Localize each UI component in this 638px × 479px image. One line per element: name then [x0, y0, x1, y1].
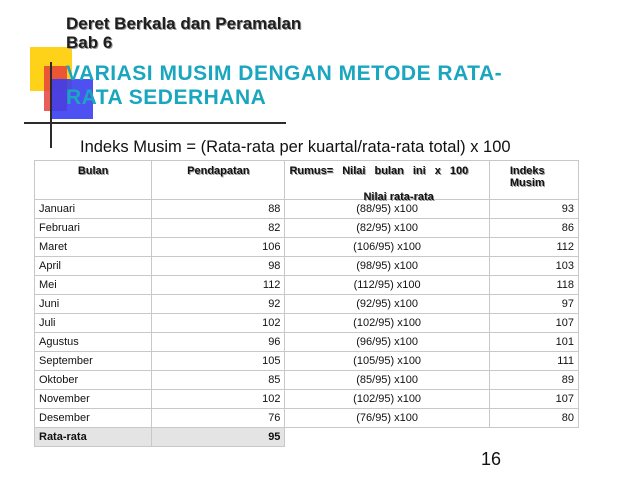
header-indeks-line-2: Musim [509, 177, 545, 189]
cell-indeks-musim: 89 [489, 371, 578, 390]
cell-indeks-musim: 103 [489, 257, 578, 276]
cell-pendapatan: 102 [152, 390, 285, 409]
header-pendapatan: Pendapatan [152, 161, 285, 200]
average-label: Rata-rata [35, 428, 152, 447]
decorative-vertical-line [50, 62, 52, 148]
cell-indeks-musim: 101 [489, 333, 578, 352]
table-row [35, 257, 579, 276]
cell-rumus: (106/95) x100 [285, 238, 489, 257]
cell-indeks-musim: 93 [489, 200, 578, 219]
chapter-title: Deret Berkala dan Peramalan [66, 14, 302, 33]
cell-bulan: Oktober [35, 371, 152, 390]
header-indeks-line-1: Indeks [509, 165, 545, 177]
table-row [35, 352, 579, 371]
header-rumus-denominator: Nilai rata-rata [363, 191, 434, 203]
cell-bulan: Juni [35, 295, 152, 314]
formula-text: Indeks Musim = (Rata-rata per kuartal/rata-rata total) x 100 [80, 138, 511, 156]
cell-rumus: (82/95) x100 [285, 219, 489, 238]
cell-pendapatan: 105 [152, 352, 285, 371]
cell-bulan: April [35, 257, 152, 276]
table-row [35, 276, 579, 295]
average-empty-cell [285, 428, 579, 447]
cell-pendapatan: 88 [152, 200, 285, 219]
cell-rumus: (96/95) x100 [285, 333, 489, 352]
header-bulan: Bulan [35, 161, 152, 200]
cell-indeks-musim: 111 [489, 352, 578, 371]
cell-pendapatan: 112 [152, 276, 285, 295]
table-row [35, 219, 579, 238]
cell-pendapatan: 96 [152, 333, 285, 352]
average-row [35, 428, 579, 447]
cell-pendapatan: 106 [152, 238, 285, 257]
page-number: 16 [481, 449, 502, 469]
cell-bulan: Agustus [35, 333, 152, 352]
table-row [35, 238, 579, 257]
header-rumus [285, 161, 489, 203]
seasonal-index-table [34, 160, 579, 447]
cell-indeks-musim: 118 [489, 276, 578, 295]
table-row [35, 390, 579, 409]
cell-pendapatan: 85 [152, 371, 285, 390]
cell-rumus: (112/95) x100 [285, 276, 489, 295]
cell-rumus: (85/95) x100 [285, 371, 489, 390]
slide-title-line-1: VARIASI MUSIM DENGAN METODE RATA- [66, 62, 503, 85]
cell-pendapatan: 92 [152, 295, 285, 314]
cell-rumus: (102/95) x100 [285, 314, 489, 333]
average-value: 95 [152, 428, 285, 447]
cell-rumus: (92/95) x100 [285, 295, 489, 314]
table-row [35, 333, 579, 352]
cell-pendapatan: 82 [152, 219, 285, 238]
slide-title [66, 62, 502, 110]
table-row [35, 409, 579, 428]
cell-rumus: (105/95) x100 [285, 352, 489, 371]
chapter-heading [66, 14, 301, 52]
cell-indeks-musim: 112 [489, 238, 578, 257]
cell-bulan: Februari [35, 219, 152, 238]
header-rumus-numerator: Rumus= Nilai bulan ini x 100 [289, 165, 469, 177]
cell-bulan: Juli [35, 314, 152, 333]
table-row [35, 314, 579, 333]
cell-pendapatan: 76 [152, 409, 285, 428]
cell-pendapatan: 98 [152, 257, 285, 276]
cell-bulan: Januari [35, 200, 152, 219]
cell-indeks-musim: 86 [489, 219, 578, 238]
cell-rumus: (98/95) x100 [285, 257, 489, 276]
cell-bulan: November [35, 390, 152, 409]
cell-indeks-musim: 80 [489, 409, 578, 428]
cell-indeks-musim: 107 [489, 314, 578, 333]
table-header-row [35, 161, 579, 200]
table-row [35, 200, 579, 219]
cell-rumus: (88/95) x100 [285, 200, 489, 219]
cell-rumus: (76/95) x100 [285, 409, 489, 428]
cell-bulan: Maret [35, 238, 152, 257]
cell-bulan: Desember [35, 409, 152, 428]
cell-bulan: September [35, 352, 152, 371]
table-row [35, 295, 579, 314]
header-indeks-musim [489, 161, 578, 200]
table-body [35, 200, 579, 447]
slide-title-line-2: RATA SEDERHANA [66, 86, 267, 109]
table-row [35, 371, 579, 390]
cell-indeks-musim: 107 [489, 390, 578, 409]
cell-indeks-musim: 97 [489, 295, 578, 314]
chapter-number: Bab 6 [66, 33, 113, 52]
decorative-horizontal-line [24, 122, 286, 124]
cell-bulan: Mei [35, 276, 152, 295]
cell-rumus: (102/95) x100 [285, 390, 489, 409]
cell-pendapatan: 102 [152, 314, 285, 333]
